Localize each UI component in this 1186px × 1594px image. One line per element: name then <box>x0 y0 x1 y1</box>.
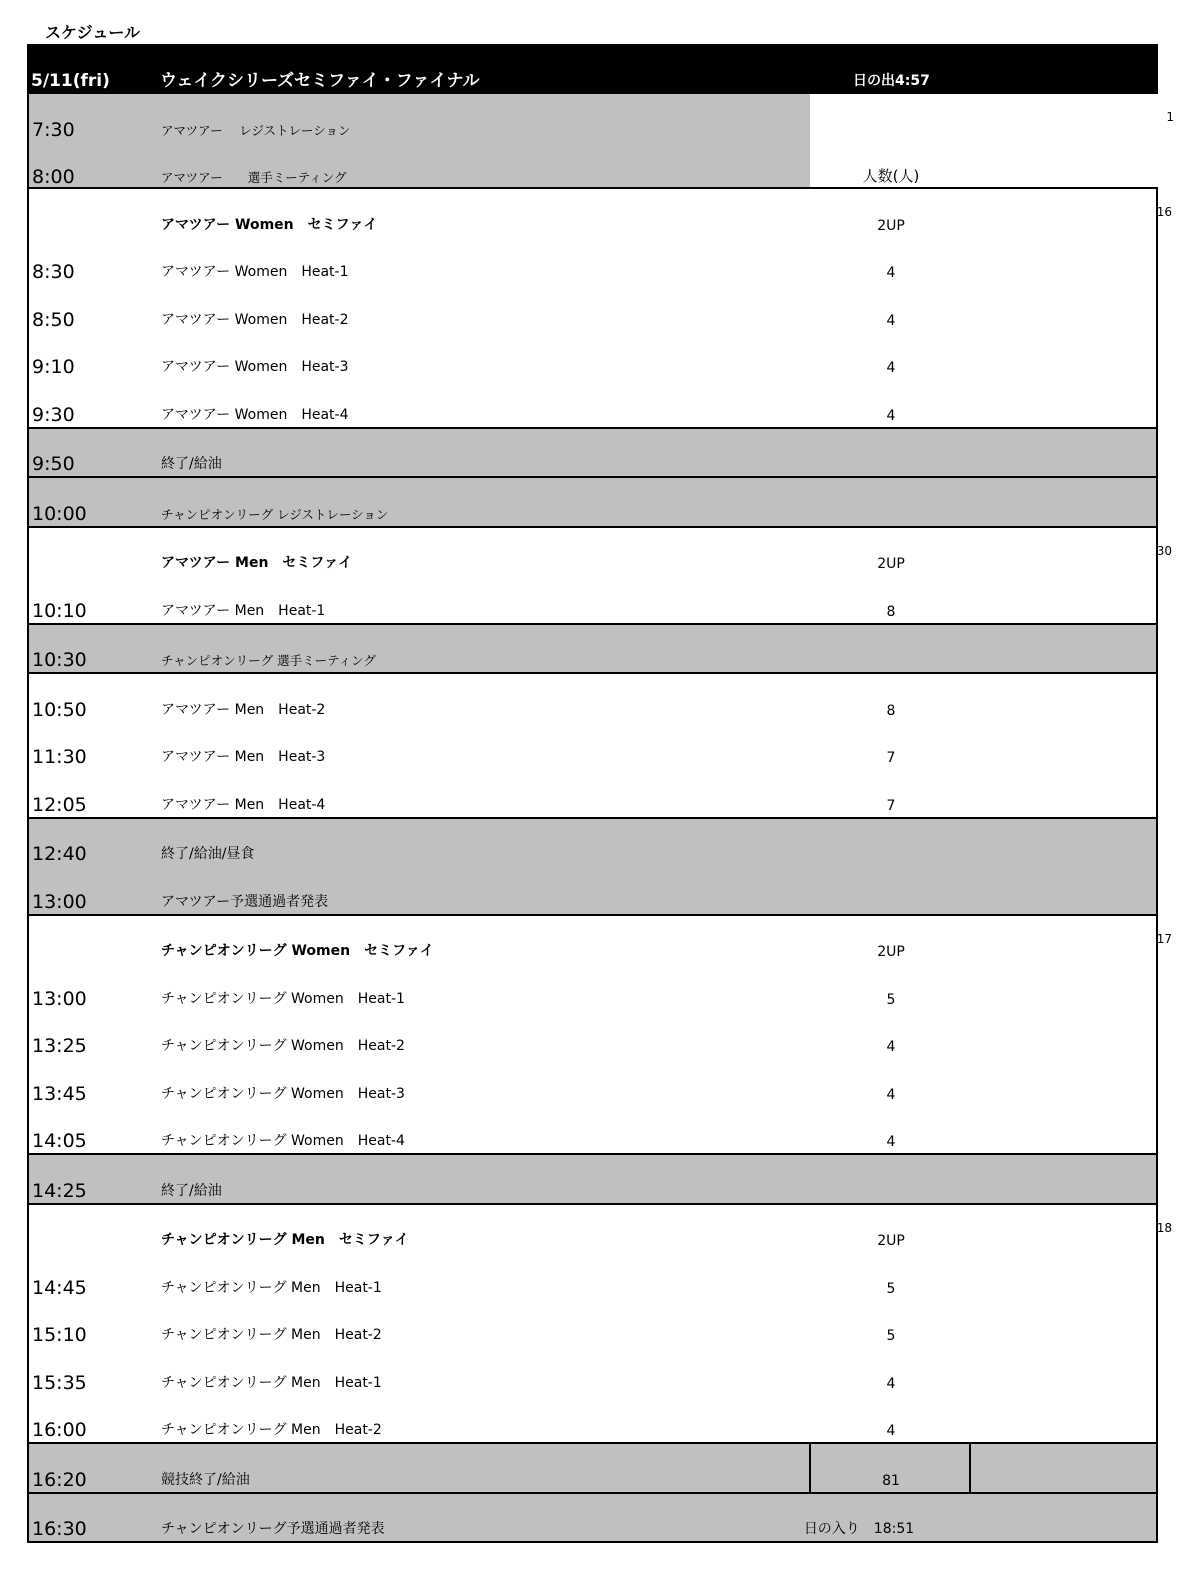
time-cell: 12:05 <box>32 793 87 816</box>
group-total: 16 <box>1156 205 1172 219</box>
item-cell: 終了/給油/昼食 <box>161 846 255 862</box>
time-cell: 8:00 <box>32 166 75 188</box>
table-row <box>29 819 1156 867</box>
table-row <box>29 94 1156 142</box>
item-cell: チャンピオンリーグ Women Heat-2 <box>161 1038 405 1054</box>
group-title-row <box>29 528 1156 576</box>
time-cell: 14:45 <box>32 1276 87 1299</box>
table-row <box>29 1395 1156 1443</box>
item-cell: アマツアー Women Heat-2 <box>161 311 349 328</box>
table-row <box>29 674 1156 722</box>
break-block <box>27 429 1158 479</box>
champion-registration-block <box>27 478 1158 528</box>
item-cell: アマツアー Men Heat-2 <box>161 701 326 718</box>
group-title: チャンピオンリーグ Men セミファイ <box>161 1232 409 1248</box>
header-event-title: ウェイクシリーズセミファイ・ファイナル <box>160 71 480 91</box>
count-cell: 5 <box>886 991 896 1008</box>
advance-rule: 2UP <box>877 217 905 234</box>
table-row <box>29 429 1156 477</box>
item-cell: アマツアー予選通過者発表 <box>161 893 329 910</box>
group-total: 18 <box>1156 1220 1172 1235</box>
table-row <box>29 237 1156 285</box>
time-cell: 14:25 <box>32 1179 87 1202</box>
table-row <box>29 769 1156 817</box>
time-cell: 8:50 <box>32 308 75 331</box>
table-row <box>29 625 1156 673</box>
registration-block <box>27 94 1158 189</box>
advance-rule: 2UP <box>877 1233 905 1249</box>
group-total: 17 <box>1156 931 1172 946</box>
count-cell: 5 <box>886 1328 896 1344</box>
table-row <box>29 963 1156 1011</box>
champion-meeting-block <box>27 625 1158 675</box>
item-cell: アマツアー Men Heat-3 <box>161 749 326 765</box>
table-row <box>29 1494 1156 1542</box>
table-row <box>29 478 1156 526</box>
group-total: 30 <box>1156 543 1172 558</box>
count-cell: 4 <box>886 1423 896 1439</box>
time-cell: 16:30 <box>32 1518 87 1540</box>
time-cell: 15:35 <box>32 1371 87 1394</box>
table-row <box>29 1300 1156 1348</box>
table-row <box>29 1252 1156 1300</box>
time-cell: 13:00 <box>32 987 87 1010</box>
table-row <box>29 575 1156 623</box>
item-cell: チャンピオンリーグ Men Heat-2 <box>161 1422 382 1438</box>
time-cell: 12:40 <box>32 843 87 865</box>
table-row <box>29 1011 1156 1059</box>
item-cell: アマツアー Men Heat-1 <box>161 602 326 619</box>
break-block <box>27 1155 1158 1205</box>
count-column-label: 人数(人) <box>862 167 920 185</box>
count-cell: 7 <box>886 797 896 814</box>
count-cell: 4 <box>886 1375 896 1392</box>
item-cell: 終了/給油 <box>161 456 222 472</box>
time-cell: 10:00 <box>32 502 87 525</box>
lunch-break-block <box>27 819 1158 916</box>
time-cell: 7:30 <box>32 118 75 141</box>
header-date: 5/11(fri) <box>31 71 110 91</box>
item-cell: チャンピオンリーグ 選手ミーティング <box>161 653 376 668</box>
count-cell: 4 <box>886 360 896 376</box>
count-cell: 8 <box>886 702 896 719</box>
table-row <box>29 1444 1156 1492</box>
item-cell: アマツアー レジストレーション <box>161 122 351 138</box>
item-cell: チャンピオンリーグ Women Heat-4 <box>161 1133 405 1149</box>
item-cell: チャンピオンリーグ レジストレーション <box>161 506 389 522</box>
table-row <box>29 332 1156 380</box>
table-row <box>29 722 1156 770</box>
time-cell: 10:10 <box>32 599 87 622</box>
table-row <box>29 379 1156 427</box>
table-row <box>29 142 1156 190</box>
schedule-table <box>27 44 1174 1543</box>
time-cell: 9:50 <box>32 453 75 475</box>
count-cell: 4 <box>886 312 896 329</box>
advance-rule: 2UP <box>877 556 905 572</box>
time-cell: 10:50 <box>32 698 87 721</box>
header-sunrise: 日の出4:57 <box>853 73 930 89</box>
sunset-cell: 日の入り 18:51 <box>803 1521 915 1537</box>
advance-rule: 2UP <box>877 944 905 960</box>
amateur-men-block <box>27 528 1172 625</box>
group-title-row <box>29 189 1156 237</box>
time-cell: 14:05 <box>32 1130 87 1152</box>
item-cell: アマツアー Women Heat-1 <box>161 264 349 280</box>
champion-women-block <box>27 916 1172 1156</box>
announcement-block <box>27 1494 1158 1544</box>
item-cell: チャンピオンリーグ Men Heat-1 <box>161 1279 382 1296</box>
item-cell: チャンピオンリーグ Men Heat-2 <box>161 1327 382 1343</box>
time-cell: 15:10 <box>32 1324 87 1346</box>
champion-men-block <box>27 1205 1172 1445</box>
time-cell: 13:45 <box>32 1082 87 1105</box>
time-cell: 9:10 <box>32 356 75 378</box>
item-cell: アマツアー 選手ミーティング <box>161 170 347 185</box>
table-row <box>29 866 1156 914</box>
group-title: チャンピオンリーグ Women セミファイ <box>161 943 434 959</box>
time-cell: 9:30 <box>32 403 75 426</box>
item-cell: 競技終了/給油 <box>161 1471 250 1488</box>
grand-total-cell: 81 <box>882 1472 900 1489</box>
table-row <box>29 1347 1156 1395</box>
table-row <box>29 284 1156 332</box>
count-cell: 4 <box>886 1086 896 1103</box>
table-row <box>29 1058 1156 1106</box>
final-break-block <box>27 1444 1158 1494</box>
count-cell: 5 <box>886 1280 896 1297</box>
amateur-men-block-2 <box>27 674 1158 819</box>
amateur-women-block <box>27 189 1172 429</box>
time-cell: 10:30 <box>32 649 87 671</box>
time-cell: 16:00 <box>32 1419 87 1441</box>
table-row <box>29 1106 1156 1154</box>
time-cell: 16:20 <box>32 1468 87 1491</box>
count-cell: 4 <box>886 1134 896 1150</box>
time-cell: 13:00 <box>32 890 87 913</box>
item-cell: アマツアー Women Heat-3 <box>161 359 349 375</box>
page-title: スケジュール <box>45 23 141 42</box>
schedule-header <box>27 44 1174 124</box>
item-cell: アマツアー Women Heat-4 <box>161 406 349 423</box>
time-cell: 11:30 <box>32 746 87 768</box>
item-cell: チャンピオンリーグ Women Heat-3 <box>161 1085 405 1102</box>
time-cell: 8:30 <box>32 261 75 283</box>
count-cell: 7 <box>886 750 896 766</box>
top-right-mark: 1 <box>1166 110 1174 124</box>
group-title: アマツアー Women セミファイ <box>161 216 378 233</box>
count-cell: 8 <box>886 603 896 620</box>
item-cell: 終了/給油 <box>161 1182 222 1199</box>
item-cell: チャンピオンリーグ Women Heat-1 <box>161 990 405 1007</box>
count-cell: 4 <box>886 1039 896 1055</box>
group-title: アマツアー Men セミファイ <box>161 555 353 571</box>
time-cell: 13:25 <box>32 1035 87 1057</box>
item-cell: アマツアー Men Heat-4 <box>161 796 326 813</box>
item-cell: チャンピオンリーグ予選通過者発表 <box>161 1521 385 1537</box>
group-title-row <box>29 916 1156 964</box>
count-cell: 4 <box>886 407 896 424</box>
group-title-row <box>29 1205 1156 1253</box>
table-row <box>29 1155 1156 1203</box>
count-cell: 4 <box>886 265 896 281</box>
item-cell: チャンピオンリーグ Men Heat-1 <box>161 1374 382 1391</box>
